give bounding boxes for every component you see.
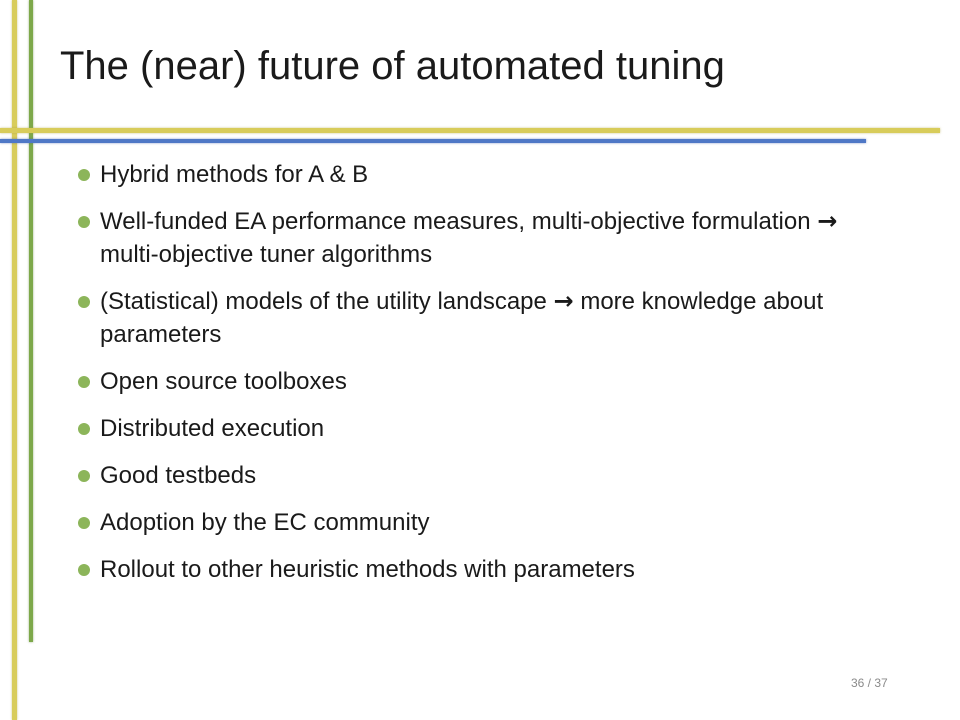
bullet-list bbox=[78, 158, 878, 600]
bullet-item bbox=[78, 205, 878, 271]
bullet-item bbox=[78, 412, 878, 445]
slide-title: The (near) future of automated tuning bbox=[60, 44, 725, 88]
bullet-text-after: more knowledge about parameters bbox=[100, 288, 824, 348]
green-vertical-line bbox=[29, 0, 33, 642]
bullet-text: Rollout to other heuristic methods with parameters bbox=[100, 556, 635, 583]
bullet-item bbox=[78, 158, 878, 191]
bullet-text: Hybrid methods for A & B bbox=[100, 161, 369, 188]
bullet-dot-icon bbox=[78, 216, 90, 228]
bullet-item bbox=[78, 365, 878, 398]
blue-horizontal-line bbox=[0, 139, 866, 143]
bullet-item bbox=[78, 285, 878, 351]
bullet-text: Good testbeds bbox=[100, 462, 257, 489]
bullet-dot-icon bbox=[78, 423, 90, 435]
yellow-horizontal-line bbox=[0, 128, 940, 133]
bullet-dot-icon bbox=[78, 517, 90, 529]
bullet-text: Open source toolboxes bbox=[100, 368, 347, 395]
bullet-text: Distributed execution bbox=[100, 415, 325, 442]
bullet-text: Adoption by the EC community bbox=[100, 509, 430, 536]
bullet-text-before: (Statistical) models of the utility landscape bbox=[100, 288, 554, 315]
bullet-text-after: multi-objective tuner algorithms bbox=[100, 241, 433, 268]
yellow-vertical-line bbox=[12, 0, 17, 720]
bullet-item bbox=[78, 459, 878, 492]
right-arrow-icon: → bbox=[553, 287, 574, 315]
bullet-dot-icon bbox=[78, 470, 90, 482]
bullet-dot-icon bbox=[78, 296, 90, 308]
bullet-item bbox=[78, 506, 878, 539]
bullet-item bbox=[78, 553, 878, 586]
bullet-dot-icon bbox=[78, 564, 90, 576]
bullet-dot-icon bbox=[78, 376, 90, 388]
page-number: 36 / 37 bbox=[851, 676, 888, 690]
bullet-dot-icon bbox=[78, 169, 90, 181]
right-arrow-icon: → bbox=[817, 207, 838, 235]
bullet-text-before: Well-funded EA performance measures, multi-objective formulation bbox=[100, 208, 818, 235]
